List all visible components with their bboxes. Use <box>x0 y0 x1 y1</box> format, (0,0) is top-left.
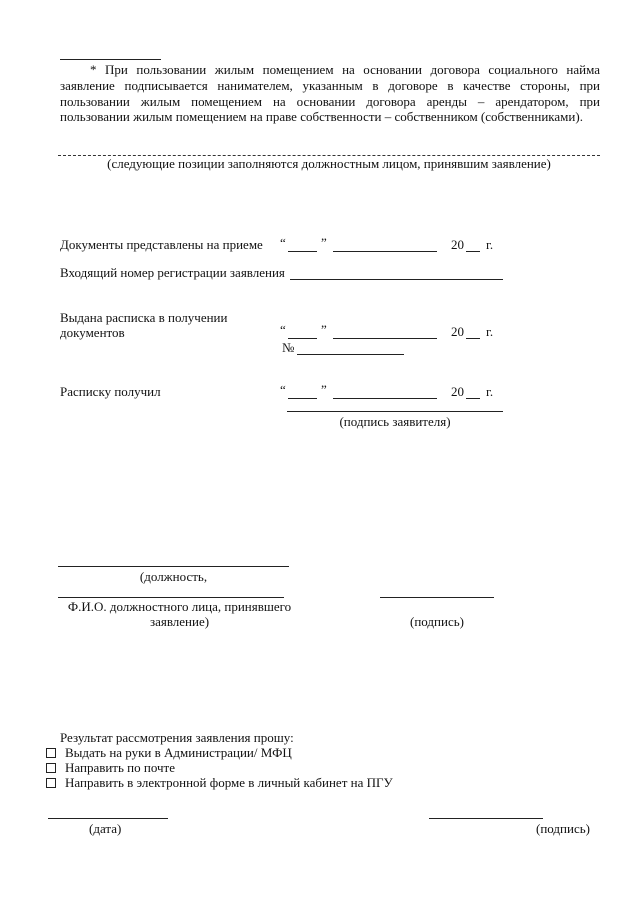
date-year-field[interactable] <box>466 338 480 339</box>
bottom-signature-caption: (подпись) <box>536 821 590 836</box>
checkbox-icon[interactable] <box>46 778 56 788</box>
date-century: 20 <box>451 324 464 339</box>
official-name-caption-line-2: заявление) <box>149 614 210 629</box>
date-year-suffix: г. <box>486 324 494 339</box>
receipt-issued-label-line-1: Выдана расписка в получении <box>60 310 228 325</box>
footnote-rule <box>60 59 161 60</box>
date-year-field[interactable] <box>466 251 480 252</box>
footnote-line-2: заявление подписывается нанимателем, указанным в договоре в качестве стороны, при <box>60 78 600 93</box>
receipt-number-field[interactable] <box>297 354 404 355</box>
result-option-label: Направить в электронной форме в личный кабинет на ПГУ <box>65 775 393 790</box>
date-day-field[interactable] <box>288 398 317 399</box>
date-year-suffix: г. <box>486 237 494 252</box>
date-close-quote: ” <box>321 235 327 250</box>
date-open-quote: “ <box>280 382 286 397</box>
result-option-label: Направить по почте <box>65 760 175 775</box>
result-option[interactable] <box>46 746 292 760</box>
footnote-line-3: пользовании жилым помещением на основании договора аренды – арендатором, при <box>60 94 600 109</box>
bottom-date-caption: (дата) <box>89 821 122 836</box>
date-month-field[interactable] <box>333 251 437 252</box>
date-century: 20 <box>451 384 464 399</box>
checkbox-icon[interactable] <box>46 748 56 758</box>
number-sign: № <box>282 340 295 355</box>
official-signature-caption: (подпись) <box>410 614 464 629</box>
result-option[interactable] <box>46 761 175 775</box>
date-open-quote: “ <box>280 235 286 250</box>
incoming-number-label: Входящий номер регистрации заявления <box>60 265 285 280</box>
official-position-caption: (должность, <box>139 569 208 584</box>
applicant-signature-caption: (подпись заявителя) <box>339 414 451 429</box>
date-day-field[interactable] <box>288 338 317 339</box>
date-year-field[interactable] <box>466 398 480 399</box>
footnote-line-4: пользовании жилым помещением на праве собственности – собственником (собственниками). <box>60 109 583 124</box>
checkbox-icon[interactable] <box>46 763 56 773</box>
date-close-quote: ” <box>321 322 327 337</box>
official-position-line[interactable] <box>58 566 289 567</box>
documents-presented-label: Документы представлены на приеме <box>60 237 263 252</box>
official-name-caption-line-1: Ф.И.О. должностного лица, принявшего <box>67 599 292 614</box>
date-month-field[interactable] <box>333 338 437 339</box>
date-close-quote: ” <box>321 382 327 397</box>
official-note: (следующие позиции заполняются должностным лицом, принявшим заявление) <box>107 156 551 171</box>
date-open-quote: “ <box>280 322 286 337</box>
date-year-suffix: г. <box>486 384 494 399</box>
applicant-signature-line[interactable] <box>287 411 503 412</box>
receipt-received-label: Расписку получил <box>60 384 161 399</box>
official-name-line[interactable] <box>58 597 284 598</box>
date-century: 20 <box>451 237 464 252</box>
bottom-signature-line[interactable] <box>429 818 543 819</box>
date-month-field[interactable] <box>333 398 437 399</box>
bottom-date-line[interactable] <box>48 818 168 819</box>
result-option-label: Выдать на руки в Администрации/ МФЦ <box>65 745 292 760</box>
result-title: Результат рассмотрения заявления прошу: <box>60 730 294 745</box>
date-day-field[interactable] <box>288 251 317 252</box>
official-signature-line[interactable] <box>380 597 494 598</box>
incoming-number-field[interactable] <box>290 279 503 280</box>
footnote-line-1: * При пользовании жилым помещением на основании договора социального найма <box>90 62 600 77</box>
result-option[interactable] <box>46 776 393 790</box>
receipt-issued-label-line-2: документов <box>60 325 125 340</box>
